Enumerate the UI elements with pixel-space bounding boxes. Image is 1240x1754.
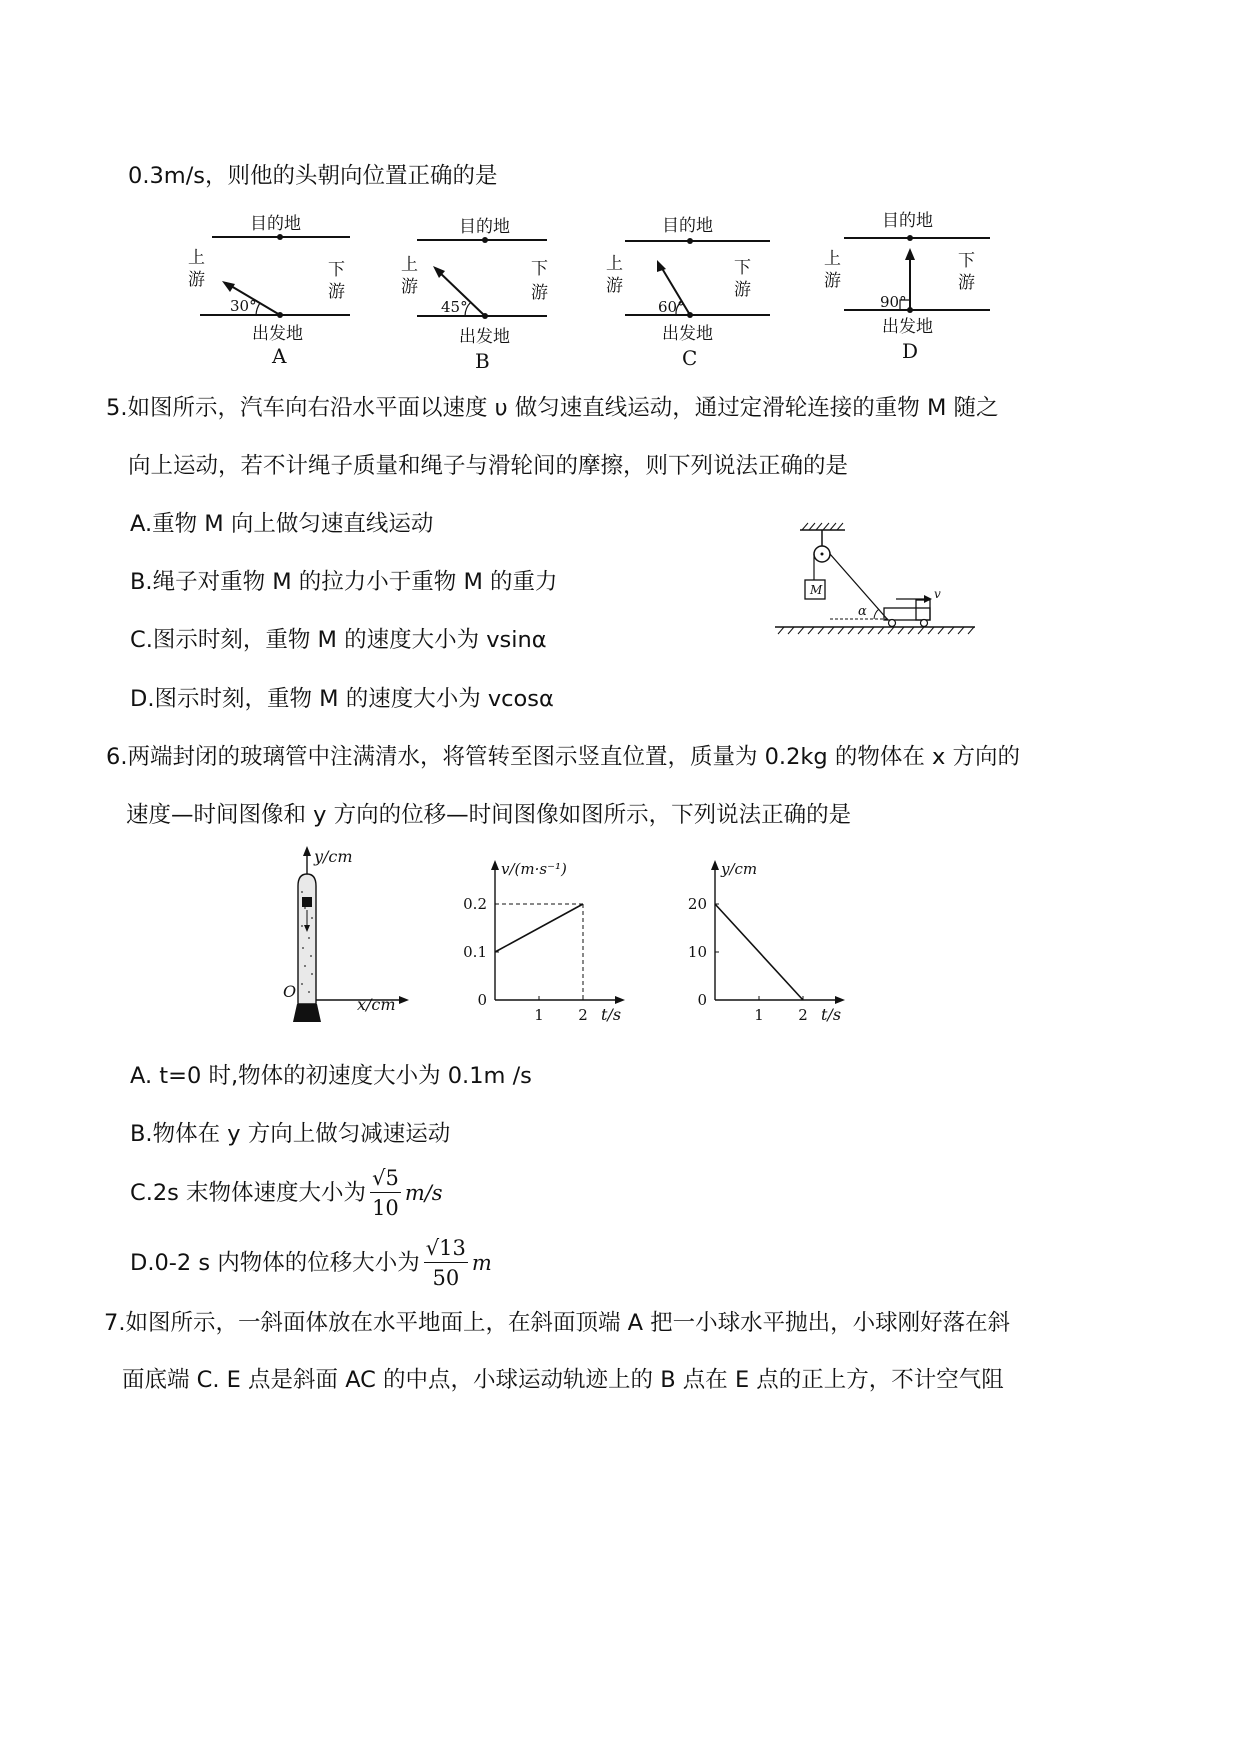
q6-option-d	[130, 1235, 492, 1291]
downstream-label-1: 下	[531, 259, 548, 279]
velocity-label: v	[934, 587, 941, 601]
upstream-label-2: 游	[188, 270, 205, 290]
q4-diagram-a	[180, 205, 360, 375]
y-tick-label: 0	[477, 991, 487, 1009]
option-label: C	[682, 346, 698, 370]
y-tick-label: 20	[687, 895, 707, 913]
x-tick-label: 2	[578, 1006, 588, 1024]
yt-chart	[670, 855, 850, 1025]
downstream-label-2: 游	[531, 283, 548, 303]
q5-option-b: B.绳子对重物 M 的拉力小于重物 M 的重力	[130, 569, 558, 595]
q4-tail-text: 0.3m/s，则他的头朝向位置正确的是	[128, 163, 498, 189]
fraction-numerator: √5	[370, 1166, 401, 1193]
q6-stem-line1: 6.两端封闭的玻璃管中注满清水，将管转至图示竖直位置，质量为 0.2kg 的物体在 x 方向的	[106, 744, 1020, 770]
y-tick-label: 0.1	[463, 943, 487, 961]
q6-option-d-unit: m	[471, 1251, 492, 1275]
q4-diagram-c	[600, 205, 780, 375]
fraction-numerator: √13	[424, 1236, 468, 1263]
x-tick-label: 1	[534, 1006, 544, 1024]
option-label: D	[902, 339, 919, 363]
q4-diagram-d	[820, 200, 1000, 370]
angle-label: 60°	[658, 298, 685, 316]
destination-label: 目的地	[662, 216, 713, 236]
q6-stem-line2: 速度—时间图像和 y 方向的位移—时间图像如图所示，下列说法正确的是	[126, 802, 852, 828]
upstream-label-2: 游	[606, 276, 623, 296]
upstream-label-1: 上	[606, 254, 623, 274]
q7-stem-line2: 面底端 C. E 点是斜面 AC 的中点，小球运动轨迹上的 B 点在 E 点的正上方，不计空气阻	[122, 1367, 1004, 1393]
q7-stem-line1: 7.如图所示，一斜面体放在水平地面上，在斜面顶端 A 把一小球水平抛出，小球刚好落在斜	[104, 1310, 1011, 1336]
destination-label: 目的地	[250, 214, 301, 234]
upstream-label-1: 上	[188, 248, 205, 268]
q5-stem-line2: 向上运动，若不计绳子质量和绳子与滑轮间的摩擦，则下列说法正确的是	[128, 453, 849, 479]
upstream-label-1: 上	[401, 255, 418, 275]
angle-label: 45°	[441, 298, 468, 316]
x-tick-label: 1	[754, 1006, 764, 1024]
q5-stem-line1: 5.如图所示，汽车向右沿水平面以速度 υ 做匀速直线运动，通过定滑轮连接的重物 M 随之	[106, 395, 999, 421]
y-axis-label: y/cm	[721, 860, 758, 878]
start-label: 出发地	[662, 324, 713, 344]
q5-pulley-figure	[770, 520, 980, 640]
y-axis-arrow	[711, 860, 719, 870]
y-tick-label: 0.2	[463, 895, 487, 913]
x-tick-label: 2	[798, 1006, 808, 1024]
start-label: 出发地	[459, 327, 510, 347]
vt-chart	[450, 855, 630, 1025]
q6-option-c	[130, 1165, 443, 1221]
angle-label: 30°	[230, 297, 257, 315]
q5-option-c: C.图示时刻，重物 M 的速度大小为 vsinα	[130, 627, 547, 653]
upstream-label-2: 游	[401, 277, 418, 297]
downstream-label-1: 下	[734, 258, 751, 278]
angle-label: 90°	[880, 293, 907, 311]
option-label: B	[475, 349, 490, 373]
mass-label: M	[810, 583, 823, 597]
destination-label: 目的地	[882, 211, 933, 231]
tube-stopper	[293, 1004, 321, 1022]
x-axis-label: t/s	[821, 1005, 842, 1024]
q6-option-b: B.物体在 y 方向上做匀减速运动	[130, 1121, 451, 1147]
start-label: 出发地	[882, 317, 933, 337]
downstream-label-1: 下	[958, 251, 975, 271]
y-axis-label: v/(m·s⁻¹)	[501, 860, 567, 878]
x-axis-arrow	[615, 996, 625, 1004]
destination-label: 目的地	[459, 217, 510, 237]
object-block	[302, 897, 312, 907]
q6-option-c-fraction	[370, 1166, 401, 1220]
y-tick-label: 0	[697, 991, 707, 1009]
start-label: 出发地	[252, 324, 303, 344]
q5-option-a: A.重物 M 向上做匀速直线运动	[130, 511, 434, 537]
y-tick-label: 10	[687, 943, 707, 961]
tube-x-axis-label: x/cm	[357, 995, 396, 1014]
x-axis-arrow	[835, 996, 845, 1004]
q6-option-a: A. t=0 时,物体的初速度大小为 0.1m /s	[130, 1063, 532, 1089]
q6-tube-figure	[275, 842, 435, 1027]
glass-tube	[298, 874, 316, 1004]
downstream-label-2: 游	[958, 273, 975, 293]
x-axis-label: t/s	[601, 1005, 622, 1024]
series-line	[495, 904, 583, 952]
angle-label: α	[858, 604, 867, 619]
tube-y-axis-label: y/cm	[314, 847, 353, 866]
fraction-denominator: 10	[372, 1196, 399, 1220]
downstream-label-2: 游	[734, 280, 751, 300]
q5-option-d: D.图示时刻，重物 M 的速度大小为 vcosα	[130, 686, 554, 712]
q4-diagram-b	[395, 208, 565, 378]
option-label: A	[272, 344, 287, 368]
upstream-label-2: 游	[824, 271, 841, 291]
downstream-label-2: 游	[328, 282, 345, 302]
q6-option-c-unit: m/s	[404, 1181, 443, 1205]
q6-option-d-text: D.0-2 s 内物体的位移大小为	[130, 1249, 420, 1276]
q6-option-d-fraction	[424, 1236, 468, 1290]
y-axis-arrow	[491, 860, 499, 870]
fraction-denominator: 50	[432, 1266, 460, 1290]
origin-label: O	[283, 982, 297, 1001]
q6-option-c-text: C.2s 末物体速度大小为	[130, 1179, 367, 1206]
series-line	[715, 904, 803, 1000]
upstream-label-1: 上	[824, 249, 841, 269]
downstream-label-1: 下	[328, 260, 345, 280]
car-body	[884, 608, 930, 620]
